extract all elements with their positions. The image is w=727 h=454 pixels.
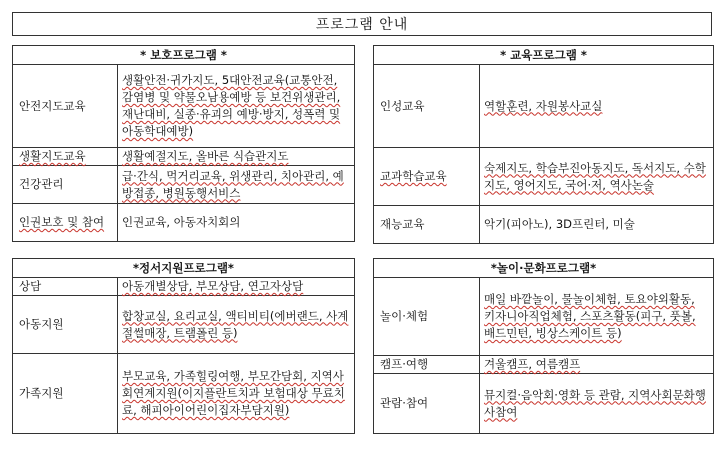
education-program-table (373, 45, 714, 244)
category-cell: 아동지원 (13, 296, 118, 354)
content-cell: 매일 바깥놀이, 물놀이체험, 토요야외활동, 키자니아직업체험, 스포츠활동(피구, 풋볼, 배드민턴, 빙상스케이트 등) (480, 278, 714, 356)
category-cell: 가족지원 (13, 354, 118, 434)
category-cell: 안전지도교육 (13, 65, 118, 148)
content-cell: 역할훈련, 자원봉사교실 (480, 65, 714, 148)
category-cell: 교과학습교육 (374, 148, 480, 206)
category-cell: 건강관리 (13, 166, 118, 204)
content-cell: 생활안전·귀가지도, 5대안전교육(교통안전, 감염병 및 약물오남용예방 등 보건위생관리, 재난대비, 실종·유괴의 예방·방지, 성폭력 및 아동학대예방) (118, 65, 355, 148)
content-cell: 숙제지도, 학습부진아동지도, 독서지도, 수학지도, 영어지도, 국어·저, 역사논술 (480, 148, 714, 206)
category-cell: 캠프·여행 (374, 356, 480, 374)
protection-header: * 보호프로그램 * (13, 46, 355, 65)
education-header: * 교육프로그램 * (374, 46, 714, 65)
page-title: 프로그램 안내 (12, 12, 712, 36)
content-cell: 악기(피아노), 3D프린터, 미술 (480, 206, 714, 244)
category-cell: 생활지도교육 (13, 148, 118, 166)
content-cell: 급·간식, 먹거리교육, 위생관리, 치아관리, 예방접종, 병원동행서비스 (118, 166, 355, 204)
content-cell: 인권교육, 아동자치회의 (118, 204, 355, 242)
category-cell: 재능교육 (374, 206, 480, 244)
play-culture-program-table (373, 258, 714, 434)
category-cell: 놀이·체험 (374, 278, 480, 356)
protection-program-table (12, 45, 355, 242)
content-cell: 합창교실, 요리교실, 액티비티(에버랜드, 사계절썰매장, 트램폴린 등) (118, 296, 355, 354)
category-cell: 인성교육 (374, 65, 480, 148)
content-cell: 부모교육, 가족힐링여행, 부모간담회, 지역사회연계지원(이지플란트치과 보험대상 무료치료, 해피아이어린이집자부담지원) (118, 354, 355, 434)
category-cell: 관람·참여 (374, 374, 480, 434)
content-cell: 아동개별상담, 부모상담, 연고자상담 (118, 278, 355, 296)
category-cell: 상담 (13, 278, 118, 296)
content-cell: 겨울캠프, 여름캠프 (480, 356, 714, 374)
content-cell: 생활예절지도, 올바른 식습관지도 (118, 148, 355, 166)
emotional-support-program-table (12, 258, 355, 434)
content-cell: 뮤지컬·음악회·영화 등 관람, 지역사회문화행사참여 (480, 374, 714, 434)
emotional-header: *정서지원프로그램* (13, 259, 355, 278)
category-cell: 인권보호 및 참여 (13, 204, 118, 242)
play-header: *놀이·문화프로그램* (374, 259, 714, 278)
